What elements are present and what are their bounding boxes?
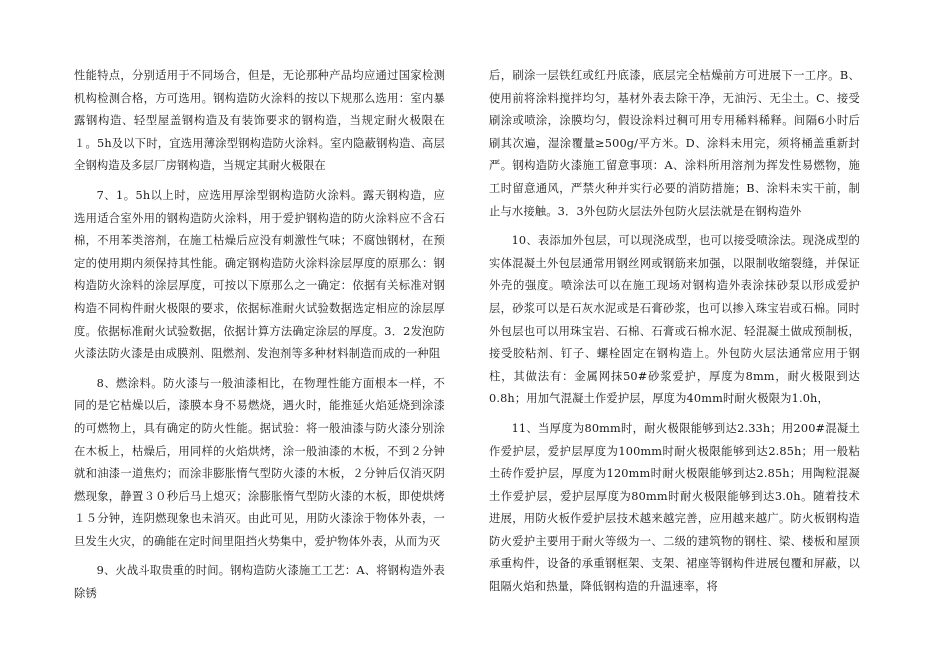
right-text-column — [489, 65, 860, 606]
paragraph: 11、当厚度为80mm时，耐火极限能够到达2.33h；用200#混凝土作爱护层，爱护层厚度为100mm时耐火极限能够到达2.85h；用一般粘土砖作爱护层，厚度为120mm时耐火极限能够到达2.85h；用陶粒混凝土作爱护层，爱护层厚度为80mm时耐火极限能够到达3.0h。随着技术进展，用防火板作爱护层技术越来越完善，应用越来越广。防火板钢构造防火爱护主要用于耐火等级为一、二级的建筑物的钢柱、梁、楼板和屋顶承重构件，设备的承重钢框架、支架、裙座等钢构件进展包覆和屏蔽，以阻隔火焰和热量，降低钢构造的升温速率，将 — [489, 421, 860, 594]
left-text-column — [74, 65, 445, 613]
paragraph: 10、表添加外包层，可以现浇成型，也可以接受喷涂法。现浇成型的实体混凝土外包层通常用钢丝网或钢筋来加强，以限制收缩裂缝，并保证外壳的强度。喷涂法可以在施工现场对钢构造外表涂抹砂泵以形成爱护层，砂浆可以是石灰水泥或是石膏砂浆，也可以掺入珠宝岩或石棉。同时外包层也可以用珠宝岩、石棉、石膏或石棉水泥、轻混凝土做成预制板，接受胶粘剂、钉子、螺栓固定在钢构造上。外包防火层法通常应用于钢柱，其做法有：金属网抹50#砂浆爱护，厚度为8mm，耐火极限到达0.8h；用加气混凝土作爱护层，厚度为40mm时耐火极限为1.0h， — [489, 234, 860, 406]
paragraph: 性能特点，分别适用于不同场合，但是，无论那种产品均应通过国家检测机构检测合格，方可选用。钢构造防火涂料的按以下规那么选用：室内暴露钢构造、轻型屋盖钢构造及有装饰要求的钢构造，当规定耐火极限在１。5h及以下时，宜选用薄涂型钢构造防火涂料。室内隐蔽钢构造、高层全钢构造及多层厂房钢构造，当规定其耐火极限在 — [74, 69, 445, 173]
paragraph: 9、火战斗取贵重的时间。钢构造防火漆施工工艺：A、将钢构造外表除锈 — [74, 564, 445, 601]
paragraph: 7、1。5h以上时，应选用厚涂型钢构造防火涂料。露天钢构造，应选用适合室外用的钢构造防火涂料，用于爱护钢构造的防火涂料应不含石棉，不用苯类溶剂，在施工枯燥后应没有刺激性气味；不腐蚀钢材，在预定的使用期内须保持其性能。确定钢构造防火涂料涂层厚度的原那么：钢构造防火涂料的涂层厚度，可按以下原那么之一确定：依据有关标准对钢构造不同构件耐火极限的要求，依据标准耐火试验数据选定相应的涂层厚度。依据标准耐火试验数据，依据计算方法确定涂层的厚度。3．2发泡防火漆法防火漆是由成膜剂、阻燃剂、发泡剂等多种材料制造而成的一种阻 — [74, 188, 445, 361]
paragraph: 8、燃涂料。防火漆与一般油漆相比，在物理性能方面根本一样，不同的是它枯燥以后，漆膜本身不易燃烧，遇火时，能推延火焰延烧到涂漆的可燃物上，具有确定的防火性能。据试验：将一般油漆与防火漆分别涂在木板上，枯燥后，用同样的火焰烘烤，涂一般油漆的木板，不到２分钟就和油漆一道焦灼；而涂非膨胀惰气型防火漆的木板，２分钟后仅消灭阴燃现象，静置３０秒后马上熄灭；涂膨胀惰气型防火漆的木板，即使烘烤１５分钟，连阴燃现象也未消灭。由此可见，用防火漆涂于物体外表，一旦发生火灾，的确能在定时间里阻挡火势集中，爱护物体外表，从而为灭 — [74, 376, 445, 548]
paragraph: 后，刷涂一层铁红或红丹底漆，底层完全枯燥前方可进展下一工序。B、使用前将涂料搅拌均匀，基材外表去除干净，无油污、无尘土。C、接受刷涂或喷涂，涂膜均匀，假设涂料过稠可用专用稀料稀释。间隔6小时后刷其次遍，湿涂覆量≥500g/平方米。D、涂料未用完，须将桶盖重新封严。钢构造防火漆施工留意事项：A、涂料所用溶剂为挥发性易燃物，施工时留意通风，严禁火种并实行必要的消防措施；B、涂料未实干前，制止与水接触。3．3外包防火层法外包防火层法就是在钢构造外 — [489, 69, 860, 218]
